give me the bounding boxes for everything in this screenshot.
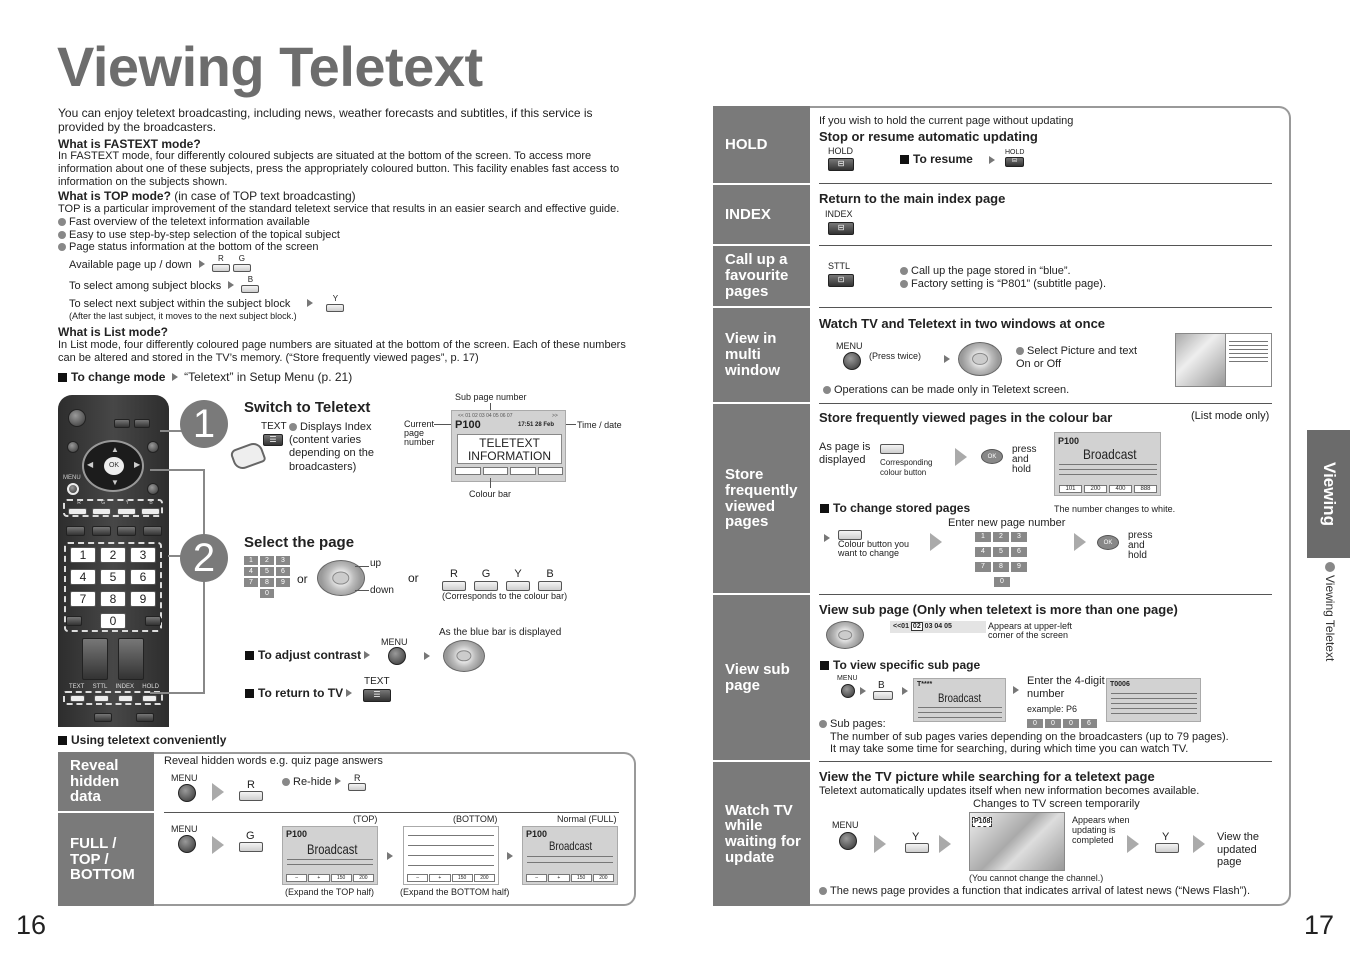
remote-button[interactable] bbox=[94, 713, 112, 722]
menu-label: MENU bbox=[63, 475, 81, 481]
step-1-desc: Displays Index (content varies depending on the broadcasters) bbox=[289, 421, 375, 473]
digit-key[interactable]: 2 bbox=[100, 547, 126, 563]
favourite-bullet: Factory setting is “P801” (subtitle page). bbox=[900, 278, 1106, 291]
expand-bottom: (Expand the BOTTOM half) bbox=[400, 887, 510, 897]
subpage-key-label: B bbox=[878, 680, 885, 691]
nav-row-next-subject: To select next subject within the subject block Y bbox=[69, 294, 344, 314]
callout-line bbox=[490, 478, 491, 488]
step-2-number: 2 bbox=[180, 534, 228, 582]
enter-digit: Enter the 4-digit number bbox=[1027, 675, 1105, 701]
multi-panel: View in multi window bbox=[713, 308, 810, 402]
colour-btn-label: Colour button you want to change bbox=[838, 539, 910, 558]
subpage-dpad[interactable] bbox=[826, 621, 864, 649]
hold-button[interactable]: ⊟ bbox=[828, 158, 854, 171]
up-label: up bbox=[370, 558, 382, 569]
list-only: (List mode only) bbox=[1191, 410, 1270, 422]
arrow-icon bbox=[824, 534, 830, 542]
arrow-icon bbox=[930, 533, 942, 551]
arrow-icon bbox=[939, 835, 951, 853]
remote-green-key[interactable] bbox=[92, 508, 111, 515]
watch-key-label: Y bbox=[912, 831, 920, 843]
arrow-icon bbox=[507, 852, 513, 860]
colour-button[interactable] bbox=[880, 444, 904, 454]
fastext-heading: What is FASTEXT mode? bbox=[58, 137, 201, 151]
appears-upper-left: Appears at upper-left corner of the screen bbox=[988, 621, 1073, 640]
remote-yellow-key[interactable] bbox=[117, 508, 136, 515]
menu-button[interactable] bbox=[178, 835, 196, 853]
changes-tv: Changes to TV screen temporarily bbox=[973, 798, 1140, 810]
callout-line bbox=[566, 424, 576, 425]
store-panel: Store frequently viewed pages bbox=[713, 404, 810, 593]
multi-title: Watch TV and Teletext in two windows at once bbox=[819, 316, 1106, 331]
remote-button[interactable] bbox=[66, 616, 82, 626]
digit-key[interactable]: 0 bbox=[100, 613, 126, 629]
return-text-label: TEXT bbox=[364, 676, 390, 687]
remote-button[interactable] bbox=[67, 441, 79, 453]
bottom-label: (BOTTOM) bbox=[453, 814, 498, 824]
yellow-key[interactable] bbox=[1155, 843, 1179, 853]
multi-note: Operations can be made only in Teletext screen. bbox=[823, 384, 1069, 397]
watch-tv-screen bbox=[969, 812, 1065, 871]
channel-rocker[interactable] bbox=[118, 638, 144, 680]
as-page-displayed: As page is displayed bbox=[819, 441, 871, 467]
callout-line bbox=[355, 566, 369, 567]
red-key[interactable] bbox=[239, 791, 263, 801]
top-bullet: Fast overview of the teletext information available bbox=[58, 216, 340, 229]
enter-new-page: Enter new page number bbox=[948, 517, 1066, 529]
remote-bottom-keys-group bbox=[63, 691, 163, 705]
teletext-info: TELETEXT INFORMATION bbox=[457, 434, 562, 464]
text-key[interactable] bbox=[70, 695, 85, 702]
remote-button[interactable] bbox=[136, 713, 154, 722]
green-key[interactable] bbox=[239, 842, 263, 852]
change-stored: To change stored pages bbox=[820, 501, 970, 515]
ok-key[interactable]: OK bbox=[981, 449, 1003, 464]
press-twice: (Press twice) bbox=[869, 351, 922, 361]
hold-key-label: HOLD bbox=[828, 146, 854, 156]
multi-window-preview bbox=[1175, 333, 1272, 387]
arrow-icon bbox=[874, 835, 886, 853]
intro-text: You can enjoy teletext broadcasting, including news, weather forecasts and subtitles, if this service is provided by the broadcasters. bbox=[58, 106, 593, 135]
divider bbox=[819, 183, 1272, 184]
expand-top: (Expand the TOP half) bbox=[285, 887, 375, 897]
digit-key[interactable]: 1 bbox=[70, 547, 96, 563]
contrast-note: As the blue bar is displayed bbox=[439, 627, 562, 638]
arrow-icon bbox=[1127, 835, 1139, 853]
down-label: down bbox=[370, 585, 394, 596]
remote-button[interactable] bbox=[92, 526, 111, 536]
digit-key[interactable]: 9 bbox=[130, 591, 156, 607]
digit-key[interactable]: 7 bbox=[70, 591, 96, 607]
arrow-icon bbox=[1074, 533, 1086, 551]
arrow-icon bbox=[989, 156, 995, 164]
corresponding-label: Corresponding colour button bbox=[880, 458, 933, 477]
page-title: Viewing Teletext bbox=[57, 35, 483, 98]
sub-pages-label: Sub pages: bbox=[819, 718, 886, 731]
page-number-left: 16 bbox=[16, 910, 47, 940]
hold-intro: If you wish to hold the current page without updating bbox=[819, 115, 1074, 127]
sttl-button[interactable]: ⊡ bbox=[828, 274, 854, 287]
text-button[interactable]: ☰ bbox=[263, 434, 283, 446]
index-button[interactable]: ⊟ bbox=[828, 222, 854, 235]
red-key[interactable] bbox=[348, 783, 366, 791]
press-hold: press and hold bbox=[1012, 444, 1037, 475]
return-to-tv: To return to TV bbox=[245, 686, 352, 700]
subpage-screen-1: T**** Broadcast bbox=[913, 678, 1006, 722]
arrow-icon bbox=[212, 783, 224, 801]
list-body: In List mode, four differently coloured page numbers are situated at the bottom of the screen. Each of these numbers can be altered and stored in the TV’s memory. (“Store frequently viewed pages”, p. 17) bbox=[58, 339, 626, 365]
remote-button[interactable] bbox=[134, 419, 150, 428]
watch-key2-label: Y bbox=[1162, 831, 1170, 843]
arrow-icon bbox=[1193, 835, 1205, 853]
page-number-right: 17 bbox=[1304, 910, 1335, 940]
remote-button[interactable] bbox=[147, 441, 159, 453]
multi-menu-label: MENU bbox=[836, 341, 863, 351]
colour-bar-label: Colour bar bbox=[469, 489, 512, 499]
current-page-label: Current page number bbox=[404, 419, 435, 447]
sub-pages-text-2: It may take some time for searching, during which time you can watch TV. bbox=[830, 743, 1189, 755]
divider bbox=[164, 812, 619, 813]
time-date: 17:51 28 Feb bbox=[518, 422, 555, 428]
colour-bar bbox=[455, 467, 563, 475]
remote-button[interactable] bbox=[66, 526, 85, 536]
color-keys-group: R G Y B bbox=[63, 499, 163, 517]
subpage-menu-label: MENU bbox=[837, 675, 858, 682]
top-screen: P100 Broadcast – + 150 200 bbox=[282, 826, 378, 885]
index-key-label: INDEX bbox=[825, 209, 853, 219]
press-hold-2: press and hold bbox=[1128, 530, 1153, 561]
top-bullet: Page status information at the bottom of the screen bbox=[58, 241, 340, 254]
blue-key[interactable] bbox=[241, 285, 259, 293]
top-bullets bbox=[58, 216, 340, 254]
top-label: (TOP) bbox=[353, 814, 378, 824]
digit-key[interactable]: 8 bbox=[100, 591, 126, 607]
full-panel: FULL / TOP / BOTTOM bbox=[58, 813, 154, 906]
fastext-body: In FASTEXT mode, four differently coloured subjects are situated at the bottom of the screen. To access more information about one of these subjects, press the appropriately coloured button. This facility enables fast access to information on the subjects shown. bbox=[58, 150, 620, 189]
normal-label: Normal (FULL) bbox=[557, 814, 617, 824]
list-heading: What is List mode? bbox=[58, 325, 169, 339]
subpage-screen-2: T0006 bbox=[1106, 678, 1201, 722]
nav-row-page-up-down: Available page up / down R G bbox=[69, 254, 251, 274]
hold-key[interactable] bbox=[142, 695, 157, 702]
top-heading-suffix: (in case of TOP text broadcasting) bbox=[170, 189, 356, 203]
watch-menu-label: MENU bbox=[832, 820, 859, 830]
top-heading-main: What is TOP mode? bbox=[58, 189, 171, 203]
green-key[interactable] bbox=[233, 264, 251, 272]
watch-title: View the TV picture while searching for a teletext page bbox=[819, 769, 1155, 784]
sub-page-more: >> bbox=[552, 413, 558, 419]
reveal-desc: Reveal hidden words e.g. quiz page answers bbox=[164, 755, 383, 767]
subpage-title: View sub page (Only when teletext is more than one page) bbox=[819, 602, 1178, 617]
store-screen: P100 Broadcast 101 200 400 888 bbox=[1054, 432, 1161, 496]
ok-button[interactable]: OK bbox=[104, 457, 124, 475]
store-numpad[interactable]: 1 2 3 4 5 6 7 8 9 0 bbox=[974, 531, 1034, 588]
arrow-icon bbox=[860, 687, 866, 695]
watch-panel: Watch TV while waiting for update bbox=[713, 762, 810, 906]
change-mode: To change mode “Teletext” in Setup Menu (p. 21) bbox=[58, 370, 352, 384]
cannot-change: (You cannot change the channel.) bbox=[969, 873, 1104, 883]
divider bbox=[819, 403, 1272, 404]
menu-button[interactable] bbox=[839, 832, 857, 850]
view-updated: View the updated page bbox=[1217, 831, 1259, 868]
index-key[interactable] bbox=[118, 695, 133, 702]
favourite-panel: Call up a favourite pages bbox=[713, 246, 810, 306]
step-2-colour-keys: R G Y B bbox=[442, 568, 562, 595]
index-panel: INDEX bbox=[713, 185, 810, 244]
favourite-bullet: Call up the page stored in “blue”. bbox=[900, 265, 1106, 278]
hold-button[interactable]: ⊟ bbox=[1005, 157, 1024, 167]
side-tab-label: Viewing bbox=[1319, 462, 1339, 526]
side-tab[interactable] bbox=[1307, 430, 1350, 558]
blue-key[interactable] bbox=[873, 691, 893, 700]
nav-note: (After the last subject, it moves to the next subject block.) bbox=[69, 311, 297, 321]
volume-rocker[interactable] bbox=[82, 638, 108, 680]
full-key-label: G bbox=[246, 830, 255, 842]
hold-panel: HOLD bbox=[713, 106, 810, 183]
divider bbox=[819, 761, 1272, 762]
arrow-icon bbox=[955, 448, 967, 466]
connector-line bbox=[150, 469, 205, 694]
favourite-bullets bbox=[900, 265, 1106, 291]
remote-button[interactable] bbox=[117, 526, 136, 536]
step-2-numpad[interactable]: 1 2 3 4 5 6 7 8 9 0 bbox=[243, 555, 295, 599]
digit-key[interactable]: 5 bbox=[100, 569, 126, 585]
multi-select: Select Picture and text On or Off bbox=[1016, 345, 1138, 371]
or-text: or bbox=[297, 572, 308, 586]
digit-key[interactable]: 3 bbox=[130, 547, 156, 563]
teletext-screen bbox=[451, 410, 566, 482]
menu-button[interactable] bbox=[67, 483, 79, 495]
reveal-menu-label: MENU bbox=[171, 773, 198, 783]
digit-keys[interactable]: 0 0 0 6 bbox=[1026, 716, 1098, 729]
top-body: TOP is a particular improvement of the standard teletext service that results in an easier search and effective guide. bbox=[58, 203, 620, 215]
tv-picture bbox=[1176, 334, 1226, 386]
view-specific: To view specific sub page bbox=[820, 658, 980, 672]
updated-page-number: P108 bbox=[972, 817, 992, 827]
step-1-title: Switch to Teletext bbox=[244, 399, 371, 416]
step-2-title: Select the page bbox=[244, 534, 355, 551]
remote-button[interactable] bbox=[114, 419, 130, 428]
adjust-contrast: To adjust contrast bbox=[245, 648, 370, 662]
resume-key-label: HOLD bbox=[1005, 149, 1025, 156]
text-key-label: TEXT bbox=[261, 421, 287, 432]
bottom-screen: – + 150 200 bbox=[403, 826, 499, 885]
menu-button[interactable] bbox=[388, 647, 406, 665]
yellow-key[interactable] bbox=[326, 304, 344, 312]
contrast-menu-label: MENU bbox=[381, 637, 408, 647]
digit-key[interactable]: 6 bbox=[130, 569, 156, 585]
side-subtitle: Viewing Teletext bbox=[1307, 562, 1350, 692]
sub-page-row: << 01 02 03 04 05 06 07 bbox=[458, 413, 513, 419]
sub-page-label: Sub page number bbox=[455, 392, 527, 402]
or-text: or bbox=[408, 571, 419, 585]
rehide-key-label: R bbox=[354, 773, 361, 783]
step-1-number: 1 bbox=[180, 400, 228, 448]
arrow-icon bbox=[902, 687, 908, 695]
arrow-icon bbox=[387, 852, 393, 860]
white-note: The number changes to white. bbox=[1054, 504, 1176, 514]
ok-key[interactable]: OK bbox=[1097, 535, 1119, 550]
top-heading bbox=[58, 189, 356, 203]
current-page: P100 bbox=[455, 419, 481, 431]
hand-icon bbox=[229, 440, 267, 472]
index-title: Return to the main index page bbox=[819, 191, 1006, 206]
sub-pages-text-1: The number of sub pages varies depending on the broadcasters (up to 79 pages). bbox=[830, 731, 1229, 743]
divider bbox=[819, 307, 1272, 308]
sttl-key[interactable] bbox=[94, 695, 109, 702]
menu-button[interactable] bbox=[843, 352, 861, 370]
top-bullet: Easy to use step-by-step selection of the topical subject bbox=[58, 229, 340, 242]
keys-note: (Corresponds to the colour bar) bbox=[442, 591, 568, 601]
callout-line bbox=[355, 590, 369, 591]
sttl-key-label: STTL bbox=[828, 261, 851, 271]
full-menu-label: MENU bbox=[171, 824, 198, 834]
arrow-icon bbox=[944, 355, 950, 363]
power-button[interactable] bbox=[68, 409, 86, 427]
remote-red-key[interactable] bbox=[68, 508, 87, 515]
blue-key[interactable] bbox=[538, 581, 562, 591]
remote-dpad[interactable]: OK ▲ ▼ ◀ ▶ bbox=[82, 440, 144, 492]
sub-row: <<01 02 03 04 05 bbox=[890, 621, 986, 633]
resume: To resume bbox=[900, 152, 973, 166]
watch-note: The news page provides a function that indicates arrival of latest news (“News Flash”). bbox=[819, 885, 1250, 898]
menu-button[interactable] bbox=[178, 784, 196, 802]
yellow-key[interactable] bbox=[905, 843, 929, 853]
text-button[interactable]: ☰ bbox=[363, 689, 391, 702]
divider bbox=[819, 245, 1272, 246]
hold-title: Stop or resume automatic updating bbox=[819, 129, 1038, 144]
red-key[interactable] bbox=[442, 581, 466, 591]
store-title: Store frequently viewed pages in the colour bar bbox=[819, 410, 1113, 425]
conveniently-heading: Using teletext conveniently bbox=[58, 733, 226, 747]
arrow-icon bbox=[424, 651, 430, 664]
divider bbox=[819, 594, 1272, 595]
green-key[interactable] bbox=[474, 581, 498, 591]
appears-when-updated: Appears when updating is completed bbox=[1072, 815, 1130, 845]
reveal-panel: Reveal hidden data bbox=[58, 752, 154, 811]
digit-key[interactable]: 4 bbox=[70, 569, 96, 585]
arrow-icon bbox=[212, 836, 224, 854]
full-screen: P100 Broadcast – + 150 200 bbox=[522, 826, 618, 885]
subpage-panel: View sub page bbox=[713, 595, 810, 760]
watch-desc: Teletext automatically updates itself when new information becomes available. bbox=[819, 785, 1200, 797]
remote-bottom-labels: TEXT STTL INDEX HOLD bbox=[69, 684, 159, 690]
menu-button[interactable] bbox=[841, 684, 855, 698]
red-key[interactable] bbox=[212, 264, 230, 272]
nav-row-subject-blocks: To select among subject blocks B bbox=[69, 275, 259, 295]
reveal-key-label: R bbox=[247, 779, 255, 791]
multi-dpad[interactable] bbox=[958, 342, 1002, 376]
example: example: P6 bbox=[1027, 704, 1078, 714]
arrow-icon bbox=[1013, 686, 1019, 694]
rehide: Re-hide bbox=[282, 776, 341, 789]
yellow-key[interactable] bbox=[506, 581, 530, 591]
time-date-label: Time / date bbox=[577, 420, 622, 430]
contrast-dpad[interactable] bbox=[443, 640, 485, 672]
